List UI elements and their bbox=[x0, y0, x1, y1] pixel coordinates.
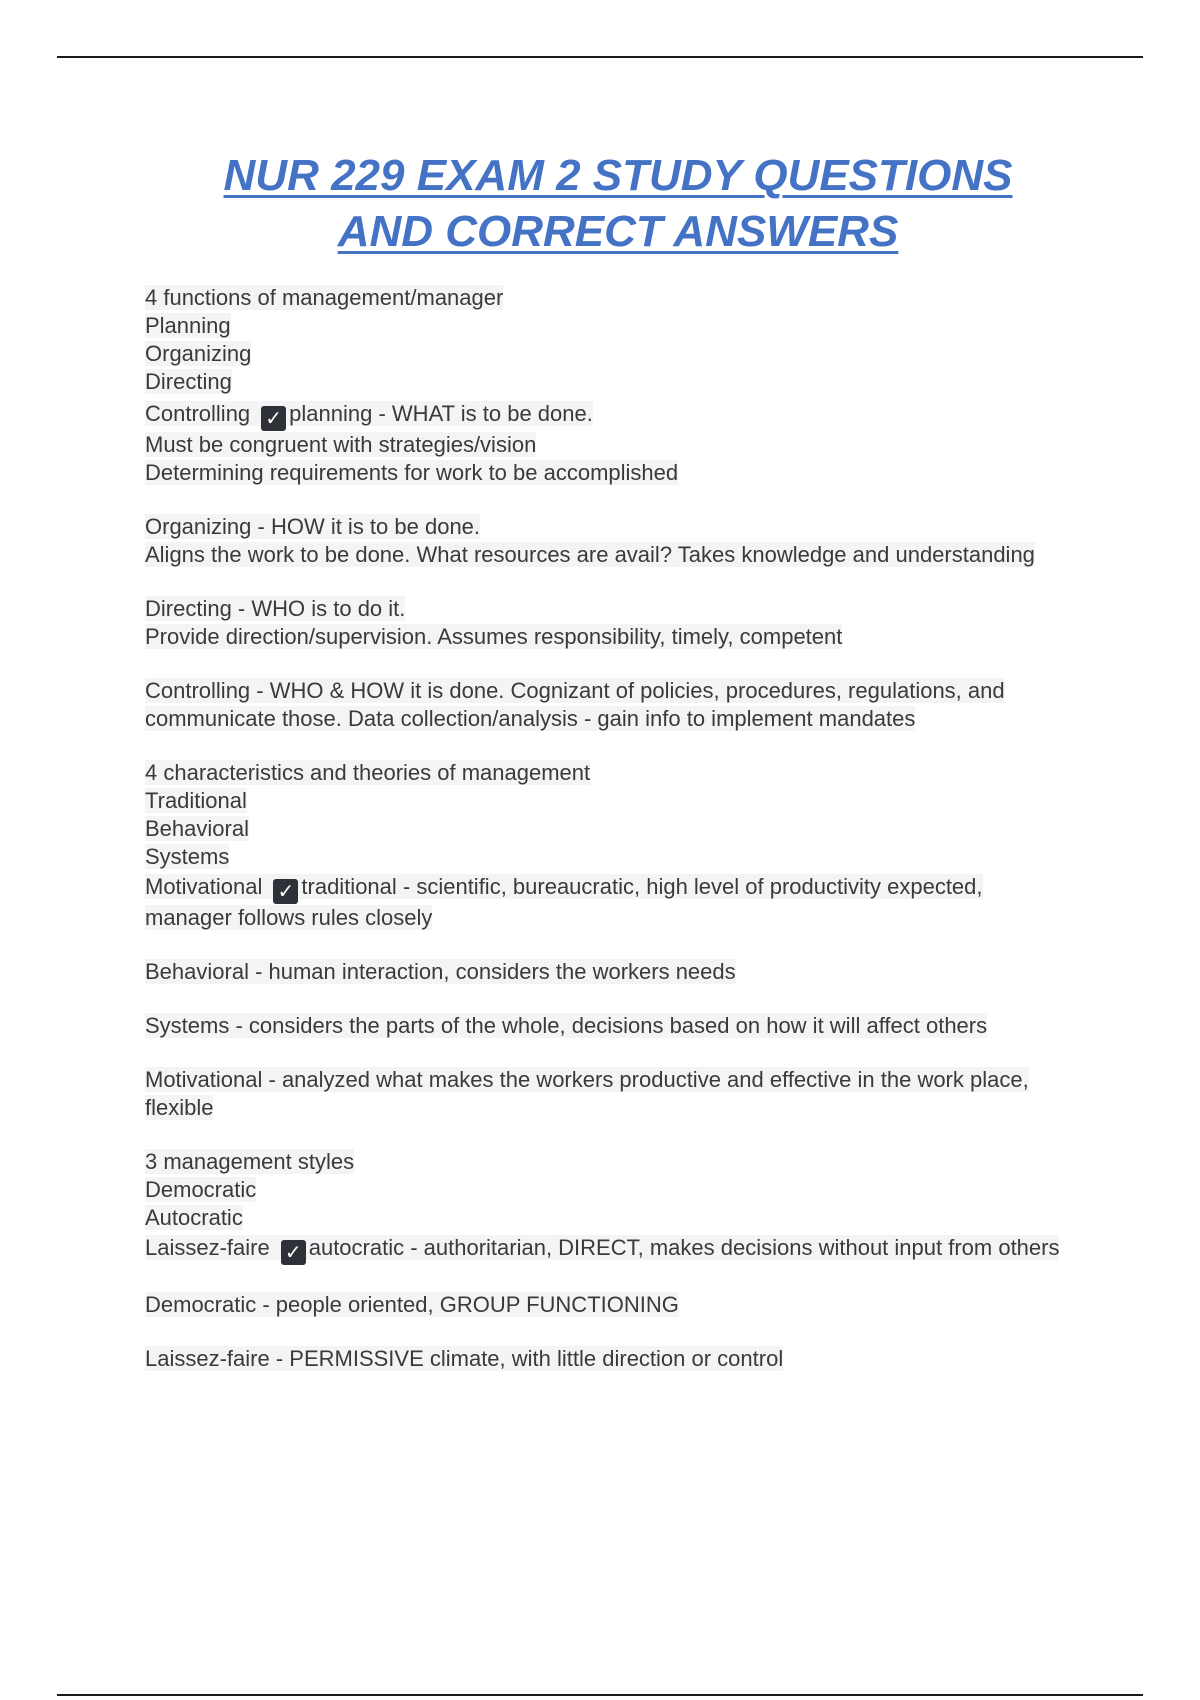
top-rule bbox=[57, 56, 1143, 58]
check-icon: ✓ bbox=[261, 406, 286, 431]
question-text: Systems bbox=[145, 844, 230, 869]
note-text: Behavioral - human interaction, considers the workers needs bbox=[145, 959, 736, 984]
note-text: Democratic - people oriented, GROUP FUNCTIONING bbox=[145, 1292, 679, 1317]
question-text: 4 functions of management/manager bbox=[145, 285, 504, 310]
title-line-1: NUR 229 EXAM 2 STUDY QUESTIONS bbox=[223, 151, 1013, 200]
question-text: Organizing bbox=[145, 341, 252, 366]
question-text: 4 characteristics and theories of management bbox=[145, 760, 591, 785]
study-content bbox=[145, 284, 1075, 1373]
question-text: Motivational bbox=[145, 874, 263, 899]
card-2 bbox=[145, 759, 1075, 932]
title-line-2: AND CORRECT ANSWERS bbox=[337, 207, 899, 256]
bottom-rule bbox=[57, 1694, 1143, 1696]
question-text: Laissez-faire bbox=[145, 1235, 270, 1260]
note-text: Motivational - analyzed what makes the workers productive and effective in the work place, flexible bbox=[145, 1067, 1029, 1120]
note-block bbox=[145, 1291, 1075, 1319]
question-text: Democratic bbox=[145, 1177, 257, 1202]
question-text: Directing bbox=[145, 369, 232, 394]
note-block bbox=[145, 1066, 1075, 1122]
question-text: Planning bbox=[145, 313, 231, 338]
answer-text: traditional - scientific, bureaucratic, high level of productivity expected, manager follows rules closely bbox=[145, 874, 983, 930]
note-block bbox=[145, 1345, 1075, 1373]
question-text: Traditional bbox=[145, 788, 247, 813]
question-text: Autocratic bbox=[145, 1205, 243, 1230]
question-text: 3 management styles bbox=[145, 1149, 355, 1174]
answer-text: autocratic - authoritarian, DIRECT, makes decisions without input from others bbox=[308, 1235, 1060, 1260]
note-text: Organizing - HOW it is to be done. Aligns the work to be done. What resources are avail? Takes knowledge and understanding bbox=[145, 514, 1035, 567]
answer-text: Must be congruent with strategies/vision bbox=[145, 432, 537, 457]
question-text: Behavioral bbox=[145, 816, 249, 841]
note-text: Systems - considers the parts of the whole, decisions based on how it will affect others bbox=[145, 1013, 988, 1038]
check-icon: ✓ bbox=[273, 879, 298, 904]
answer-text: Determining requirements for work to be accomplished bbox=[145, 460, 679, 485]
note-text: Controlling - WHO & HOW it is done. Cognizant of policies, procedures, regulations, and communicate those. Data collection/analysis - gain info to implement mandates bbox=[145, 678, 1005, 731]
card-1 bbox=[145, 284, 1075, 487]
check-icon: ✓ bbox=[281, 1240, 306, 1265]
note-block bbox=[145, 958, 1075, 986]
note-block bbox=[145, 1012, 1075, 1040]
question-text: Controlling bbox=[145, 401, 251, 426]
page-title bbox=[0, 148, 1200, 260]
answer-text: planning - WHAT is to be done. bbox=[289, 401, 593, 426]
note-block bbox=[145, 513, 1075, 569]
note-text: Directing - WHO is to do it. Provide direction/supervision. Assumes responsibility, timely, competent bbox=[145, 596, 843, 649]
note-text: Laissez-faire - PERMISSIVE climate, with little direction or control bbox=[145, 1346, 784, 1371]
card-3 bbox=[145, 1148, 1075, 1265]
note-block bbox=[145, 595, 1075, 651]
note-block bbox=[145, 677, 1075, 733]
